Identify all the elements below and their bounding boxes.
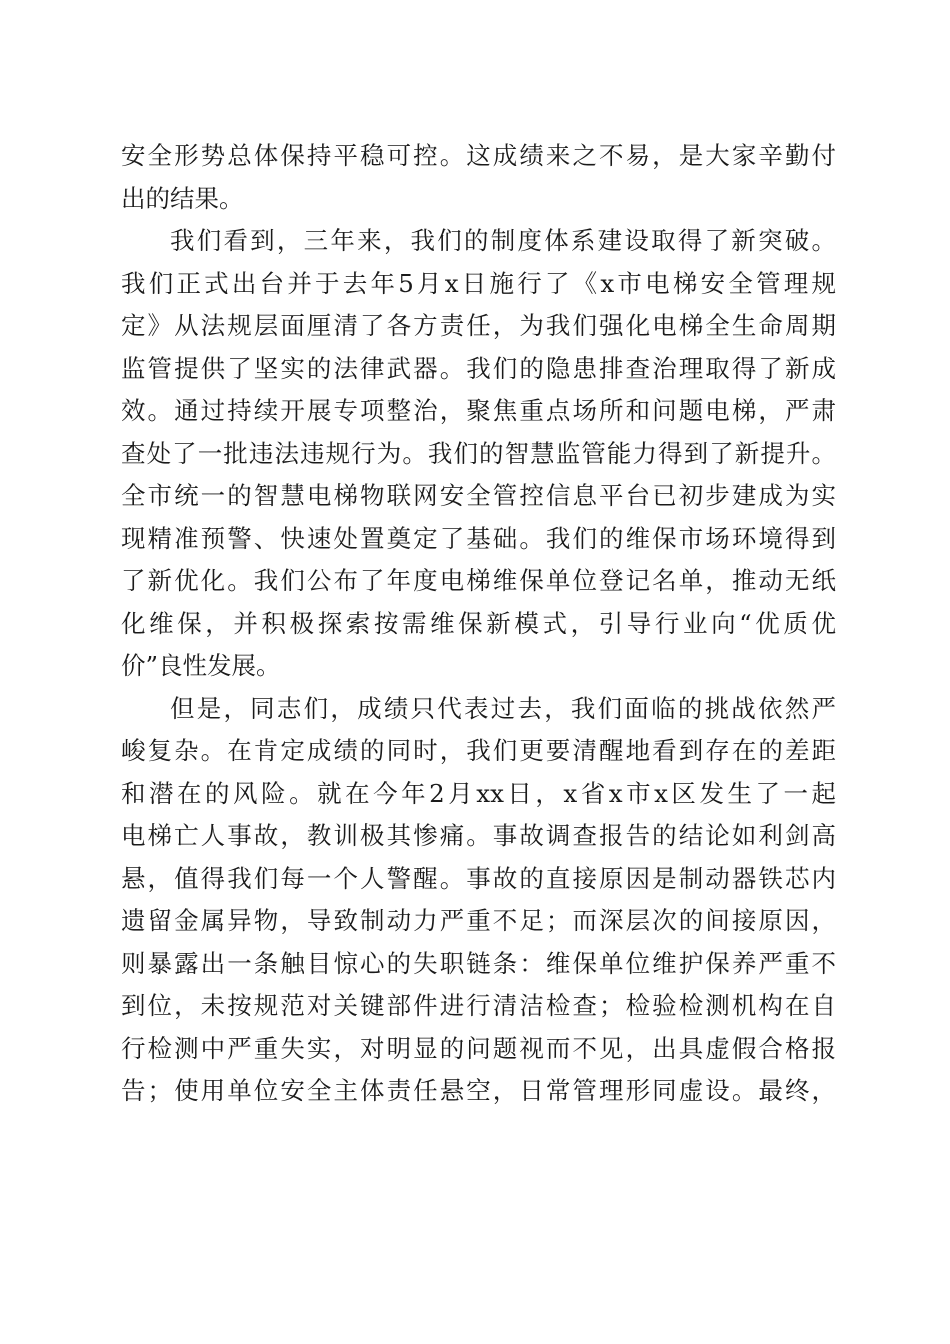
text-line: 定》从法规层面厘清了各方责任，为我们强化电梯全生命周期 (121, 311, 836, 340)
text-line: 我们正式出台并于去年5月x日施行了《x市电梯安全管理规 (121, 268, 836, 298)
text-line: 悬，值得我们每一个人警醒。事故的直接原因是制动器铁芯内 (121, 863, 836, 893)
text-line: 出的结果。 (121, 183, 244, 213)
text-line: 化维保，并积极探索按需维保新模式，引导行业向“优质优 (121, 608, 836, 638)
text-line: 行检测中严重失实，对明显的问题视而不见，出具虚假合格报 (121, 1033, 836, 1063)
text-line: 和潜在的风险。就在今年2月xx日，x省x市x区发生了一起 (121, 778, 836, 808)
text-line: 价”良性发展。 (121, 651, 281, 680)
text-line: 告；使用单位安全主体责任悬空，日常管理形同虚设。最终， (121, 1076, 836, 1105)
text-line: 现精准预警、快速处置奠定了基础。我们的维保市场环境得到 (121, 523, 836, 553)
text-line: 电梯亡人事故，教训极其惨痛。事故调查报告的结论如利剑高 (121, 821, 836, 850)
text-line: 效。通过持续开展专项整治，聚焦重点场所和问题电梯，严肃 (121, 396, 836, 425)
text-line: 查处了一批违法违规行为。我们的智慧监管能力得到了新提升。 (121, 438, 836, 468)
text-line: 监管提供了坚实的法律武器。我们的隐患排查治理取得了新成 (121, 353, 836, 383)
text-line: 安全形势总体保持平稳可控。这成绩来之不易，是大家辛勤付 (121, 141, 836, 170)
text-line: 了新优化。我们公布了年度电梯维保单位登记名单，推动无纸 (121, 566, 836, 595)
text-line: 但是，同志们，成绩只代表过去，我们面临的挑战依然严 (170, 693, 836, 723)
text-line: 全市统一的智慧电梯物联网安全管控信息平台已初步建成为实 (121, 481, 836, 510)
body-text (121, 135, 836, 1113)
text-line: 峻复杂。在肯定成绩的同时，我们更要清醒地看到存在的差距 (121, 736, 836, 765)
text-line: 我们看到，三年来，我们的制度体系建设取得了新突破。 (170, 226, 836, 255)
text-line: 则暴露出一条触目惊心的失职链条：维保单位维护保养严重不 (121, 948, 836, 978)
text-line: 遗留金属异物，导致制动力严重不足；而深层次的间接原因， (121, 906, 836, 935)
text-line: 到位，未按规范对关键部件进行清洁检查；检验检测机构在自 (121, 991, 836, 1020)
